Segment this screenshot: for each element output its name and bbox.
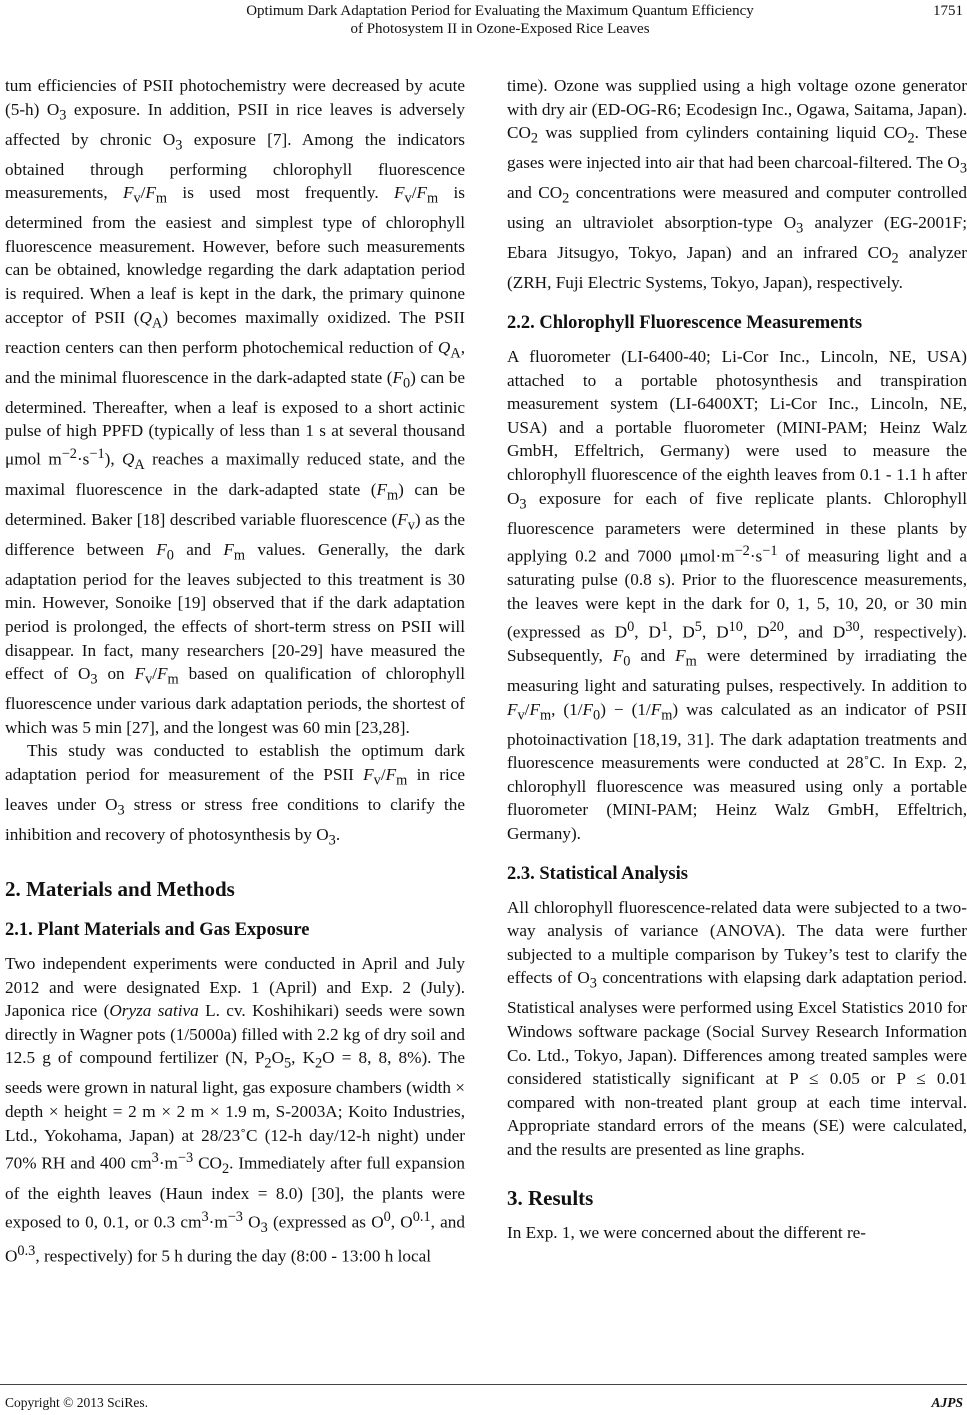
journal-abbreviation: AJPS (931, 1395, 963, 1410)
statistics-paragraph: All chlorophyll fluorescence-related data were subjected to a two-way analysis of variance (ANOVA). The data were further subjected to a multiple comparison by Tukey’s test to clarify the effects of $O_3$ concentrations with elapsing dark adaptation period. Statistical analyses were performed using Excel Statistics 2010 for Windows software package (Social Survey Research Information Co. Ltd., Tokyo, Japan). Differences among treated samples were considered statistically significant at P ≤ 0.05 or P ≤ 0.01 compared with non-treated plant group at each time interval. Appropriate standard errors of the means (SE) were calculated, and the results are presented as line graphs. (507, 897, 967, 1159)
intro-paragraph-continued: tum efficiencies of PSII photochemistry were decreased by acute (5-h) $O_3$ exposure. In addition, PSII in rice leaves is adversely affected by chronic $O_3$ exposure [7]. Among the indicators obtained through performing chlorophyll fluorescence measurements, $F_v/F_m$ is used most frequently. $F_v/F_m$ is determined from the easiest and simplest type of chlorophyll fluorescence measurement. However, before such measurements can be obtained, knowledge regarding the dark adaptation period is required. When a leaf is kept in the dark, the primary quinone acceptor of PSII $(Q_A)$ becomes maximally oxidized. The PSII reaction centers can then perform photochemical reduction of $Q_A$, and the minimal fluorescence in the dark-adapted state $(F_0)$ can be determined. Thereafter, when a leaf is exposed to a short actinic pulse of high PPFD (typically of less than 1 s at several thousand μmol $m^{-2}\cdot s^{-1}$), $Q_A$ reaches a maximally reduced state, and the maximal fluorescence in the dark-adapted state $(F_m)$ can be determined. Baker [18] described variable fluorescence $(F_v)$ as the difference between $F_0$ and $F_m$ values. Generally, the dark adaptation period for the leaves subjected to this treatment is 30 min. However, Sonoike [19] observed that if the dark adaptation period is prolonged, the effects of short-term stress on PSII will disappear. In fact, many researchers [20-29] have measured the effect of $O_3$ on $F_v/F_m$ based on qualification of chlorophyll fluorescence under various dark adaptation periods, the shortest of which was 5 min [27], and the longest was 60 min [23,28]. (5, 76, 466, 737)
study-aim-paragraph: This study was conducted to establish the optimum dark adaptation period for measurement of the PSII $F_v/F_m$ in rice leaves under $O_3$ stress or stress free conditions to clarify the inhibition and recovery of photosynthesis by $O_3$. (5, 741, 465, 849)
gas-exposure-paragraph-continued: time). Ozone was supplied using a high voltage ozone generator with dry air (ED-OG-R6; Ecodesign Inc., Ogawa, Saitama, Japan). $CO_2$ was supplied from cylinders containing liquid $CO_2$. These gases were injected into air that had been charcoal-filtered. The $O_3$ and $CO_2$ concentrations were measured and computer controlled using an ultraviolet absorption-type $O_3$ analyzer (EG-2001F; Ebara Jitsugyo, Tokyo, Japan) and an infrared $CO_2$ analyzer (ZRH, Fuji Electric Systems, Tokyo, Japan), respectively. (507, 76, 967, 293)
fluorescence-paragraph: A fluorometer (LI-6400-40; Li-Cor Inc., Lincoln, NE, USA) attached to a portable photosynthesis and transpiration measurement system (LI-6400XT; Li-Cor Inc., Lincoln, NE, USA) and a portable fluorometer (MINI-PAM; Heinz Walz GmbH, Effeltrich, Germany) were used to measure the chlorophyll fluorescence of the eighth leaves from 0.1 - 1.1 h after $O_3$ exposure for each of five replicate plants. Chlorophyll fluorescence parameters were determined in these plants by applying 0.2 and 7000 $\mu mol\cdot m^{-2}\cdot s^{-1}$ of measuring light and a saturating pulse (0.8 s). Prior to the fluorescence measurements, the leaves were kept in the dark for 0, 1, 5, 10, 20, or 30 min (expressed as $D^0$, $D^1$, $D^5$, $D^{10}$, $D^{20}$, and $D^{30}$, respectively). Subsequently, $F_0$ and $F_m$ were determined by irradiating the measuring light and saturating pulses, respectively. In addition to $F_v/F_m$, $(1/F_0) - (1/F_m)$ was calculated as an indicator of PSII photoinactivation [18,19, 31]. The dark adaptation treatments and fluorescence measurements were conducted at 28˚C. In Exp. 2, chlorophyll fluorescence was measured using only a portable fluorometer (MINI-PAM; Heinz Walz GmbH, Effeltrich, Germany). (507, 346, 967, 843)
results-paragraph: In Exp. 1, we were concerned about the different re- (507, 1222, 867, 1242)
running-title-line1: Optimum Dark Adaptation Period for Evaluating the Maximum Quantum Efficiency (246, 3, 754, 19)
page-number: 1751 (933, 3, 963, 19)
section-heading-results: 3. Results (507, 1185, 594, 1210)
page-footer (0, 1384, 967, 1415)
section-heading-methods: 2. Materials and Methods (5, 877, 235, 902)
copyright-notice: Copyright © 2013 SciRes. (5, 1395, 149, 1410)
page-header (0, 0, 967, 44)
subsection-heading-fluorescence: 2.2. Chlorophyll Fluorescence Measurements (507, 312, 863, 333)
subsection-heading-plant-materials: 2.1. Plant Materials and Gas Exposure (5, 920, 310, 941)
running-title (150, 2, 850, 38)
right-column (507, 74, 967, 1244)
subsection-heading-statistics: 2.3. Statistical Analysis (507, 863, 688, 884)
left-column (5, 74, 465, 1269)
running-title-line2: of Photosystem II in Ozone-Exposed Rice Leaves (350, 21, 650, 37)
plant-materials-paragraph: Two independent experiments were conducted in April and July 2012 and were designated Exp. 1 (April) and Exp. 2 (July). Japonica rice (Oryza sativa L. cv. Koshihikari) seeds were sown directly in Wagner pots (1/5000a) filled with 2.2 kg of dry soil and 12.5 g of compound fertilizer (N, $P_2O_5$, $K_2O = 8$, 8, 8%). The seeds were grown in natural light, gas exposure chambers (width × depth × height = 2 m × 2 m × 1.9 m, S-2003A; Koito Industries, Ltd., Yokohama, Japan) at 28/23˚C (12-h day/12-h night) under 70% RH and 400 $cm^3\cdot m^{-3}$ $CO_2$. Immediately after full expansion of the eighth leaves (Haun index = 8.0) [30], the plants were exposed to 0, 0.1, or 0.3 $cm^3\cdot m^{-3}$ $O_3$ (expressed as $O^0$, $O^{0.1}$, and $O^{0.3}$, respectively) for 5 h during the day (8:00 - 13:00 h local (5, 954, 465, 1267)
